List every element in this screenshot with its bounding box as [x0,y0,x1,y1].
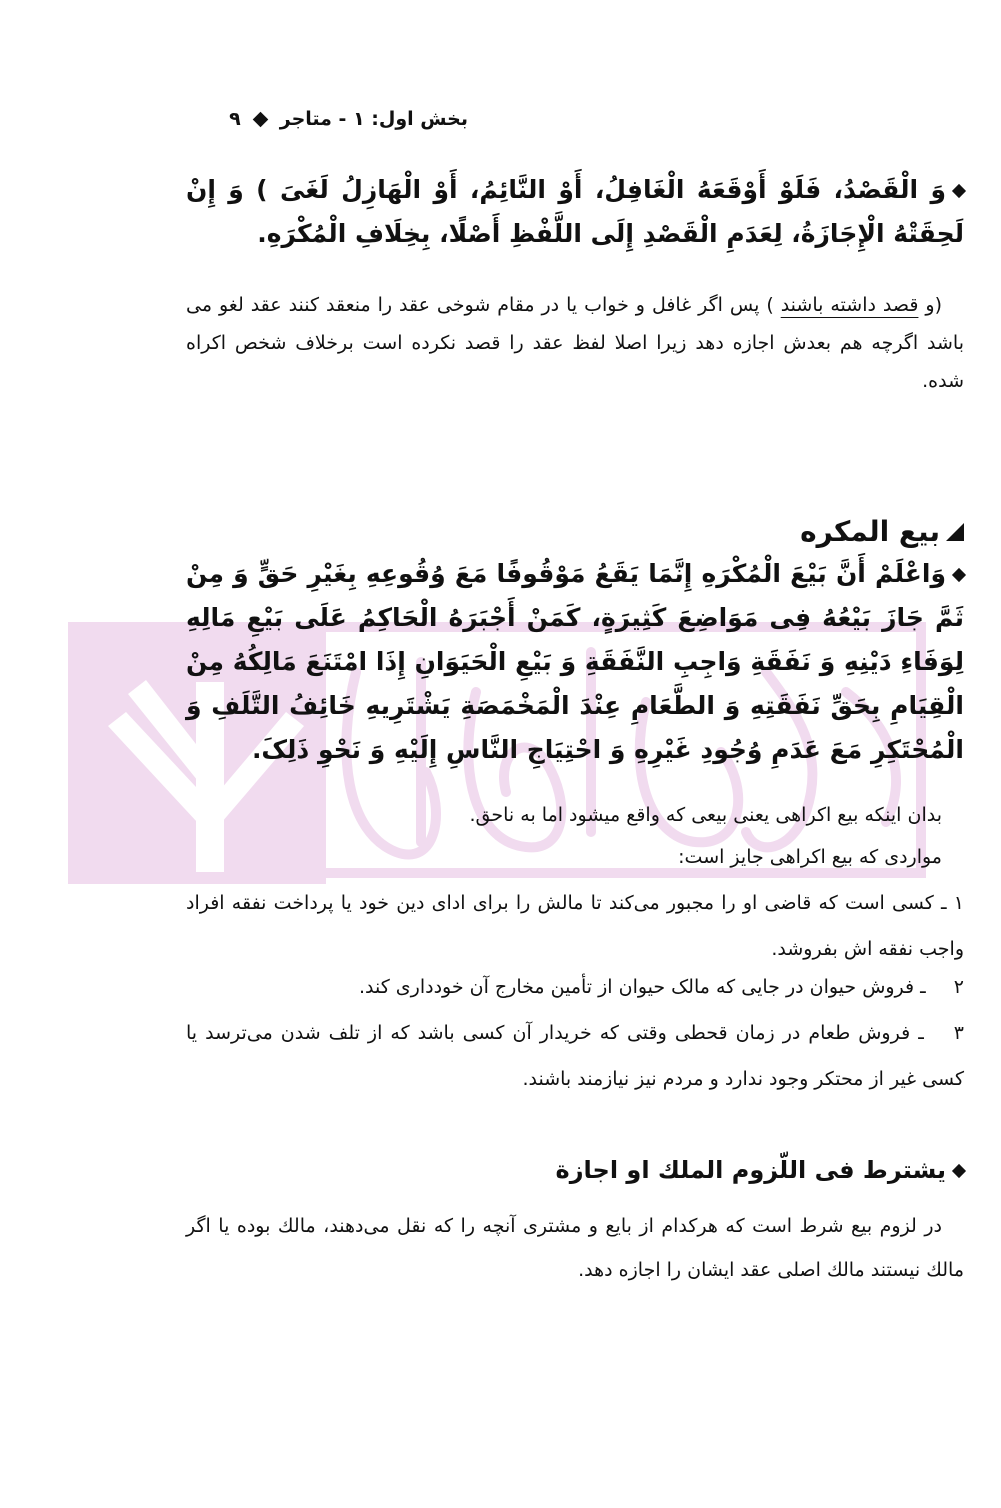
case-text: ۱ ـ کسی است که قاضی او را مجبور می‌کند تا مالش را برای ادای دین خود یا پرداخت نفقه افراد واجب نفقه اش بفروشد. [186,892,964,960]
page-number: ۹ [229,108,241,130]
arabic-paragraph: وَ الْقَصْدُ، فَلَوْ أَوْقَعَهُ الْغَافِلُ، أَوْ النَّائِمُ، أَوْ الْهَازِلُ لَغَیَ ) وَ إِنْ لَحِقَتْهُ الْإِجَازَةُ، لِعَدَمِ الْقَصْدِ إِلَی اللَّفْظِ أَصْلًا، بِخِلَافِ الْمُکْرَهِ. [186,175,964,248]
case-item-2 [186,968,964,1006]
diamond-bullet-icon [952,184,966,198]
translation-text: بدان اینکه بیع اکراهی یعنی بیعی که واقع میشود اما به ناحق. [469,804,942,826]
diamond-bullet-icon [952,568,966,582]
section-heading-bay-al-mukrah [186,512,964,552]
translation-text: ) پس اگر غافل و خواب یا در مقام شوخی عقد را منعقد کنند عقد لغو می باشد اگرچه هم بعدش اجازه دهد زیرا اصلا لفظ عقد را قصد نکرده است برخلاف شخص اکراه شده. [186,294,964,392]
triangle-marker-icon [946,523,964,541]
translation-text: در لزوم بیع شرط است که هرکدام از بایع و مشتری آنچه را که نقل می‌دهند، مالك بوده یا اگر مالك نیستند مالك اصلی عقد ایشان را اجازه دهد. [186,1215,964,1281]
arabic-source-text-1 [186,168,964,256]
translation-intro [186,796,964,834]
section-heading-condition [186,1150,964,1190]
heading-text: یشترط فی اللّزوم الملك او اجازة [555,1156,946,1184]
case-text: ۳ ـ فروش طعام در زمان قحطی وقتی که خریدار آن کسی باشد که از تلف شدن می‌ترسد یا کسی غیر از محتکر وجود ندارد و مردم نیز نیازمند باشند. [186,1022,964,1090]
diamond-separator-icon [252,111,268,127]
diamond-bullet-icon [952,1164,966,1178]
cases-intro [186,838,964,876]
translation-paragraph-1 [186,286,964,400]
section-title: بخش اول: ۱ - متاجر [279,108,468,130]
underlined-phrase: قصد داشته باشند [780,294,919,316]
translation-paragraph-3 [186,1204,964,1292]
arabic-paragraph: وَاعْلَمْ أَنَّ بَیْعَ الْمُکْرَهِ إِنَّمَا یَقَعُ مَوْقُوفًا مَعَ وُقُوعِهِ بِغَیْرِ حَقٍّ وَ مِنْ ثَمَّ جَازَ بَیْعُهُ فِی مَوَاضِعَ کَثِیرَةٍ، کَمَنْ أَجْبَرَهُ الْحَاکِمُ عَلَی بَیْعِ مَالِهِ لِوَفَاءِ دَیْنِهِ وَ نَفَقَةِ وَاجِبِ النَّفَقَةِ وَ بَیْعِ الْحَیَوَانِ إِذَا امْتَنَعَ مَالِکُهُ مِنْ الْقِیَامِ بِحَقِّ نَفَقَتِهِ وَ الطَّعَامِ عِنْدَ الْمَخْمَصَةِ یَشْتَرِیهِ خَائِفُ التَّلَفِ وَ الْمُحْتَکِرِ مَعَ عَدَمِ وُجُودِ غَیْرِهِ وَ احْتِیَاجِ النَّاسِ إِلَیْهِ وَ نَحْوِ ذَلِکَ. [186,559,964,764]
running-header [200,108,468,130]
arabic-source-text-2 [186,552,964,772]
case-item-1 [186,880,964,972]
cases-intro-text: مواردی که بیع اکراهی جایز است: [678,846,942,868]
case-item-3 [186,1010,964,1102]
translation-open: (و [918,294,942,316]
case-text: ۲ ـ فروش حیوان در جایی که مالک حیوان از تأمین مخارج آن خودداری کند. [358,976,964,998]
heading-text: بیع المکره [800,515,940,548]
